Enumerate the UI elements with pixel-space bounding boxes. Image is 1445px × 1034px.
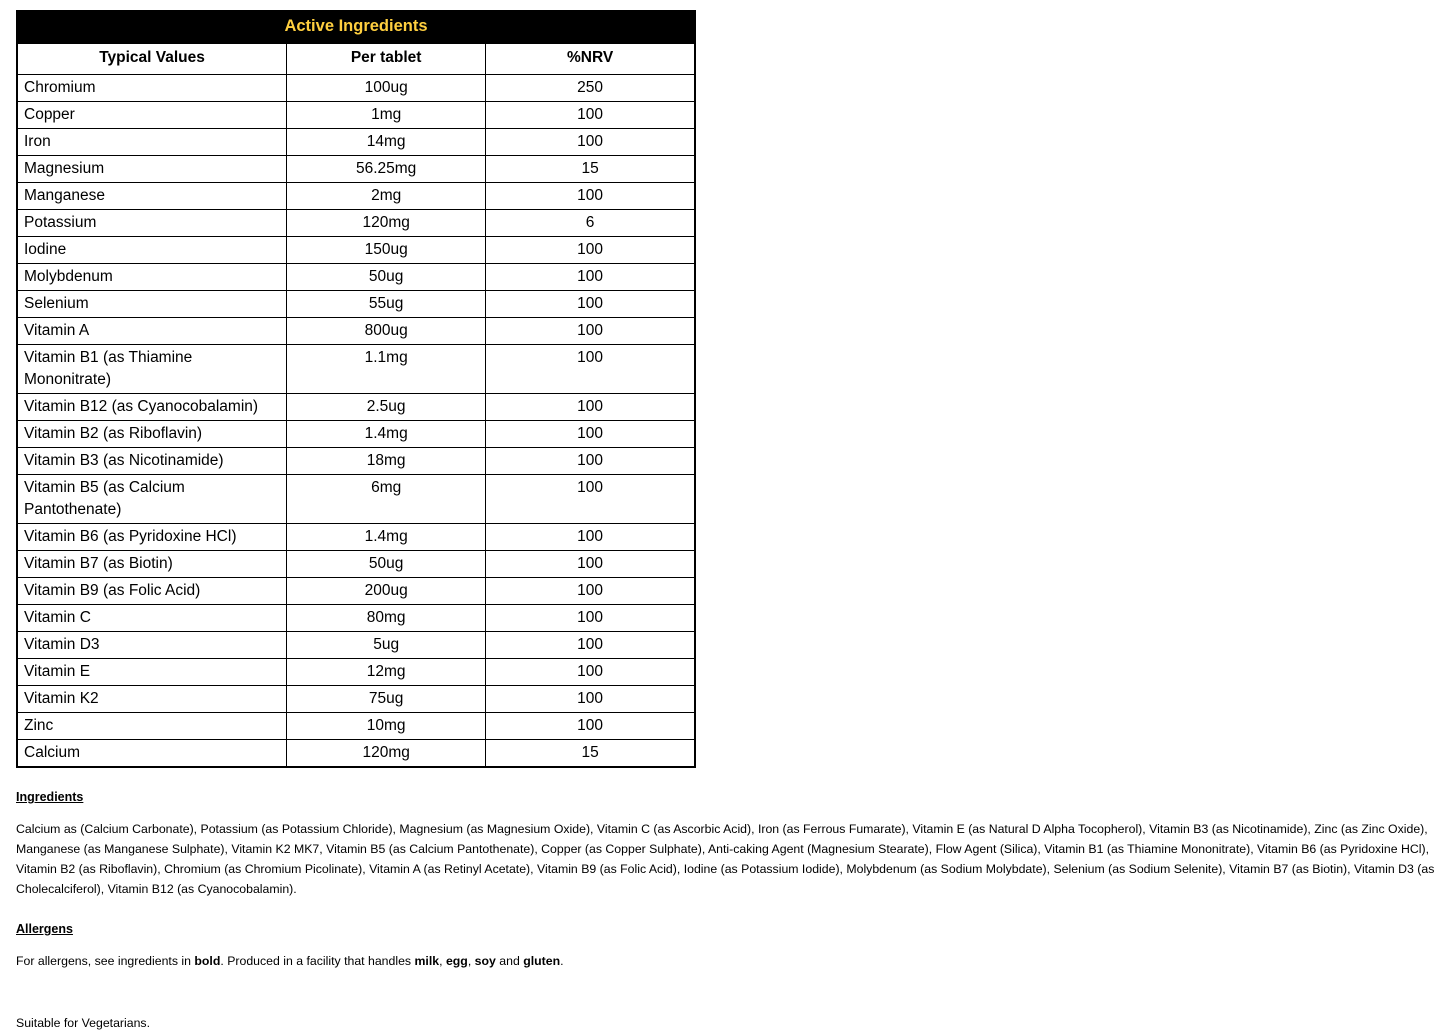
footer-section	[16, 1014, 1441, 1034]
allergens-heading: Allergens	[16, 922, 73, 937]
ingredient-nrv: 100	[486, 102, 695, 129]
ingredient-per-tablet: 1.1mg	[287, 345, 486, 394]
ingredient-per-tablet: 800ug	[287, 318, 486, 345]
allergens-separator: ,	[467, 954, 475, 969]
ingredient-per-tablet: 100ug	[287, 75, 486, 102]
ingredient-nrv: 15	[486, 156, 695, 183]
table-row	[17, 183, 695, 210]
ingredient-per-tablet: 200ug	[287, 578, 486, 605]
table-row	[17, 318, 695, 345]
ingredient-name: Vitamin B1 (as Thiamine Mononitrate)	[17, 345, 287, 394]
ingredient-nrv: 100	[486, 713, 695, 740]
table-row	[17, 210, 695, 237]
ingredient-name: Vitamin B12 (as Cyanocobalamin)	[17, 394, 287, 421]
ingredient-nrv: 100	[486, 659, 695, 686]
table-row	[17, 740, 695, 768]
ingredient-name: Vitamin K2	[17, 686, 287, 713]
ingredient-per-tablet: 80mg	[287, 605, 486, 632]
ingredient-name: Vitamin B3 (as Nicotinamide)	[17, 448, 287, 475]
ingredient-nrv: 100	[486, 129, 695, 156]
ingredient-name: Iodine	[17, 237, 287, 264]
ingredient-per-tablet: 6mg	[287, 475, 486, 524]
ingredient-name: Potassium	[17, 210, 287, 237]
spacer	[8, 972, 1437, 1014]
ingredient-nrv: 100	[486, 183, 695, 210]
table-row	[17, 291, 695, 318]
ingredient-per-tablet: 50ug	[287, 264, 486, 291]
ingredient-name: Magnesium	[17, 156, 287, 183]
allergens-text	[16, 952, 1441, 972]
allergens-separator: ,	[439, 954, 446, 969]
ingredient-nrv: 100	[486, 318, 695, 345]
ingredient-per-tablet: 12mg	[287, 659, 486, 686]
column-header-nrv: %NRV	[486, 44, 695, 75]
ingredient-name: Chromium	[17, 75, 287, 102]
table-row	[17, 524, 695, 551]
ingredient-per-tablet: 14mg	[287, 129, 486, 156]
table-title: Active Ingredients	[17, 11, 695, 44]
ingredient-name: Vitamin B2 (as Riboflavin)	[17, 421, 287, 448]
ingredient-nrv: 100	[486, 394, 695, 421]
ingredient-name: Manganese	[17, 183, 287, 210]
ingredient-per-tablet: 2.5ug	[287, 394, 486, 421]
ingredient-nrv: 100	[486, 448, 695, 475]
ingredient-per-tablet: 1.4mg	[287, 421, 486, 448]
table-row	[17, 686, 695, 713]
ingredient-name: Vitamin B9 (as Folic Acid)	[17, 578, 287, 605]
table-row	[17, 75, 695, 102]
table-header-row	[17, 44, 695, 75]
allergens-prefix: For allergens, see ingredients in	[16, 954, 195, 969]
ingredient-name: Iron	[17, 129, 287, 156]
column-header-per-tablet: Per tablet	[287, 44, 486, 75]
ingredient-per-tablet: 1mg	[287, 102, 486, 129]
table-row	[17, 156, 695, 183]
ingredient-nrv: 100	[486, 686, 695, 713]
allergen-gluten: gluten	[523, 954, 561, 969]
column-header-typical-values: Typical Values	[17, 44, 287, 75]
allergens-section	[16, 922, 1441, 972]
ingredient-nrv: 6	[486, 210, 695, 237]
allergens-separator: and	[495, 954, 524, 969]
ingredient-per-tablet: 2mg	[287, 183, 486, 210]
ingredients-text: Calcium as (Calcium Carbonate), Potassium (as Potassium Chloride), Magnesium (as Magnesium Oxide), Vitamin C (as Ascorbic Acid), Iron (as Ferrous Fumarate), Vitamin E (as Natural D Alpha Tocopherol), Vitamin B3 (as Nicotinamide), Zinc (as Zinc Oxide), Manganese (as Manganese Sulphate), Vitamin K2 MK7, Vitamin B5 (as Calcium Pantothenate), Copper (as Copper Sulphate), Anti-caking Agent (Magnesium Stearate), Flow Agent (Silica), Vitamin B1 (as Thiamine Mononitrate), Vitamin B6 (as Pyridoxine HCl), Vitamin B2 (as Riboflavin), Chromium (as Chromium Picolinate), Vitamin A (as Retinyl Acetate), Vitamin B9 (as Folic Acid), Iodine (as Potassium Iodide), Molybdenum (as Sodium Molybdate), Selenium (as Sodium Selenite), Vitamin B7 (as Biotin), Vitamin D3 (as Cholecalciferol), Vitamin B12 (as Cyanocobalamin).	[16, 822, 1435, 897]
ingredient-nrv: 15	[486, 740, 695, 768]
ingredient-name: Molybdenum	[17, 264, 287, 291]
ingredient-per-tablet: 120mg	[287, 210, 486, 237]
table-row	[17, 394, 695, 421]
ingredient-per-tablet: 56.25mg	[287, 156, 486, 183]
ingredient-nrv: 100	[486, 421, 695, 448]
ingredient-nrv: 100	[486, 632, 695, 659]
ingredient-per-tablet: 5ug	[287, 632, 486, 659]
ingredient-nrv: 100	[486, 551, 695, 578]
active-ingredients-table	[16, 10, 696, 768]
table-row	[17, 713, 695, 740]
table-row	[17, 421, 695, 448]
ingredient-name: Vitamin D3	[17, 632, 287, 659]
ingredient-name: Vitamin E	[17, 659, 287, 686]
ingredient-per-tablet: 55ug	[287, 291, 486, 318]
allergen-milk: milk	[414, 954, 440, 969]
ingredient-nrv: 100	[486, 605, 695, 632]
ingredient-nrv: 100	[486, 475, 695, 524]
table-row	[17, 632, 695, 659]
ingredient-per-tablet: 18mg	[287, 448, 486, 475]
table-title-row	[17, 11, 695, 44]
ingredient-name: Copper	[17, 102, 287, 129]
ingredient-name: Zinc	[17, 713, 287, 740]
ingredient-per-tablet: 120mg	[287, 740, 486, 768]
ingredient-per-tablet: 150ug	[287, 237, 486, 264]
table-row	[17, 475, 695, 524]
ingredient-nrv: 100	[486, 578, 695, 605]
ingredient-nrv: 100	[486, 264, 695, 291]
ingredient-nrv: 100	[486, 524, 695, 551]
allergen-bold-word: bold	[194, 954, 221, 969]
table-row	[17, 551, 695, 578]
table-row	[17, 345, 695, 394]
ingredient-name: Calcium	[17, 740, 287, 768]
allergens-middle: . Produced in a facility that handles	[220, 954, 415, 969]
ingredient-name: Vitamin A	[17, 318, 287, 345]
table-row	[17, 102, 695, 129]
ingredient-name: Vitamin C	[17, 605, 287, 632]
ingredient-name: Vitamin B6 (as Pyridoxine HCl)	[17, 524, 287, 551]
table-row	[17, 264, 695, 291]
ingredient-nrv: 250	[486, 75, 695, 102]
allergen-soy: soy	[474, 954, 496, 969]
ingredient-per-tablet: 10mg	[287, 713, 486, 740]
table-row	[17, 578, 695, 605]
ingredient-nrv: 100	[486, 237, 695, 264]
table-row	[17, 129, 695, 156]
table-row	[17, 237, 695, 264]
ingredient-name: Selenium	[17, 291, 287, 318]
allergen-egg: egg	[445, 954, 468, 969]
ingredient-nrv: 100	[486, 345, 695, 394]
ingredient-nrv: 100	[486, 291, 695, 318]
table-row	[17, 448, 695, 475]
ingredient-name: Vitamin B5 (as Calcium Pantothenate)	[17, 475, 287, 524]
suitability-note: Suitable for Vegetarians.	[16, 1015, 150, 1030]
ingredients-heading: Ingredients	[16, 790, 84, 805]
ingredient-per-tablet: 50ug	[287, 551, 486, 578]
table-row	[17, 659, 695, 686]
allergens-suffix: .	[560, 954, 564, 969]
ingredient-per-tablet: 1.4mg	[287, 524, 486, 551]
ingredients-section	[16, 790, 1441, 900]
table-row	[17, 605, 695, 632]
ingredient-per-tablet: 75ug	[287, 686, 486, 713]
ingredient-name: Vitamin B7 (as Biotin)	[17, 551, 287, 578]
